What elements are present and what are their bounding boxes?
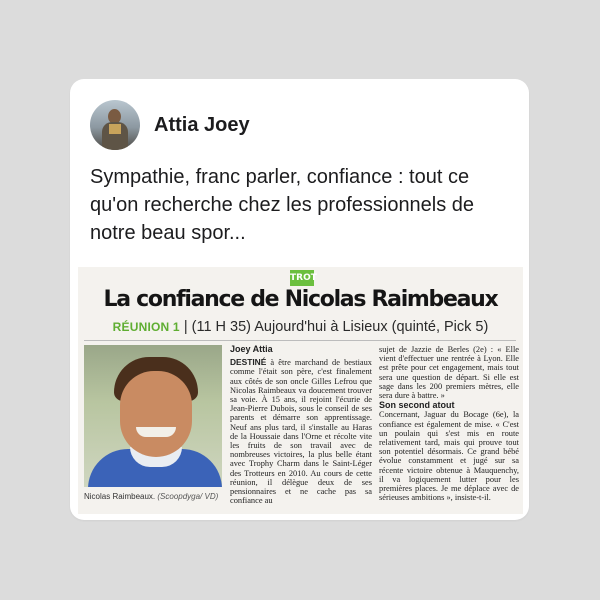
photo-smile (136, 427, 176, 437)
lead-word: DESTINÉ (230, 357, 267, 368)
subhead: Son second atout (379, 400, 455, 411)
divider (84, 340, 516, 341)
avatar-shirt (109, 124, 121, 134)
article-photo (84, 345, 222, 487)
article-column-2 (379, 345, 519, 502)
article-column-1 (230, 345, 372, 505)
article-meta (78, 319, 523, 335)
avatar[interactable] (90, 100, 140, 150)
post-card (70, 79, 529, 520)
meeting-label: RÉUNION 1 (112, 320, 180, 334)
newspaper-clipping[interactable] (78, 267, 523, 514)
photo-caption (84, 492, 224, 501)
photo-face (120, 371, 192, 457)
column-1-text (230, 358, 372, 505)
column-1-body: à être marchand de bestiaux comme l'était son père, c'est finalement aux côtés de son oncle Gilles Lefrou que Nicolas Raimbeaux va doucement trouver sa voie. À 15 ans, il rejoint l'écurie de Jean-Pierre Dubois, sous le conseil de ses parents et démarre son apprentissage. Neuf ans plus tard, il s'installe au Haras de la Houssaie dans l'Orne et récolte vite les fruits de son travail avec de nombreuses victoires, la plus belle étant avec Trophy Charm dans le Saint-Léger des Trotteurs en 2010. Au cours de cette réunion, il délègue deux de ses pensionnaires et ne cache pas sa confiance au (230, 358, 372, 506)
column-2-text-a: sujet de Jazzie de Berles (2e) : « Elle vient d'effectuer une rentrée à Lyon. Elle est prête pour cet engagement, mais tout sera une question de départ. Si elle est sage dans les 200 premiers mètres, elle sera dure à battre. » (379, 345, 519, 401)
meta-separator: | (179, 319, 188, 335)
column-2-text-b: Concernant, Jaguar du Bocage (6e), la confiance est également de mise. « C'est un poulain qui s'est mis en route relativement tard, mais qui prouve tout son potentiel désormais. Ce grand bébé évolue constamment et jugé sur sa récente victoire obtenue à Mauquenchy, il va logiquement lutter pour les premières places. Je me déplace avec de sérieuses ambitions », insiste-t-il. (379, 410, 519, 503)
post-header (90, 99, 250, 151)
author-name[interactable]: Attia Joey (154, 113, 250, 136)
meta-details: (11 H 35) Aujourd'hui à Lisieux (quinté, Pick 5) (187, 319, 489, 335)
post-text: Sympathie, franc parler, confiance : tout ce qu'on recherche chez les professionnels de notre beau spor... (90, 166, 475, 244)
caption-name: Nicolas Raimbeaux. (84, 492, 156, 501)
byline: Joey Attia (230, 344, 273, 354)
caption-credit: (Scoopdyga/ VD) (155, 492, 219, 501)
section-badge: TROT (290, 270, 314, 286)
article-headline: La confiance de Nicolas Raimbeaux (103, 287, 498, 312)
